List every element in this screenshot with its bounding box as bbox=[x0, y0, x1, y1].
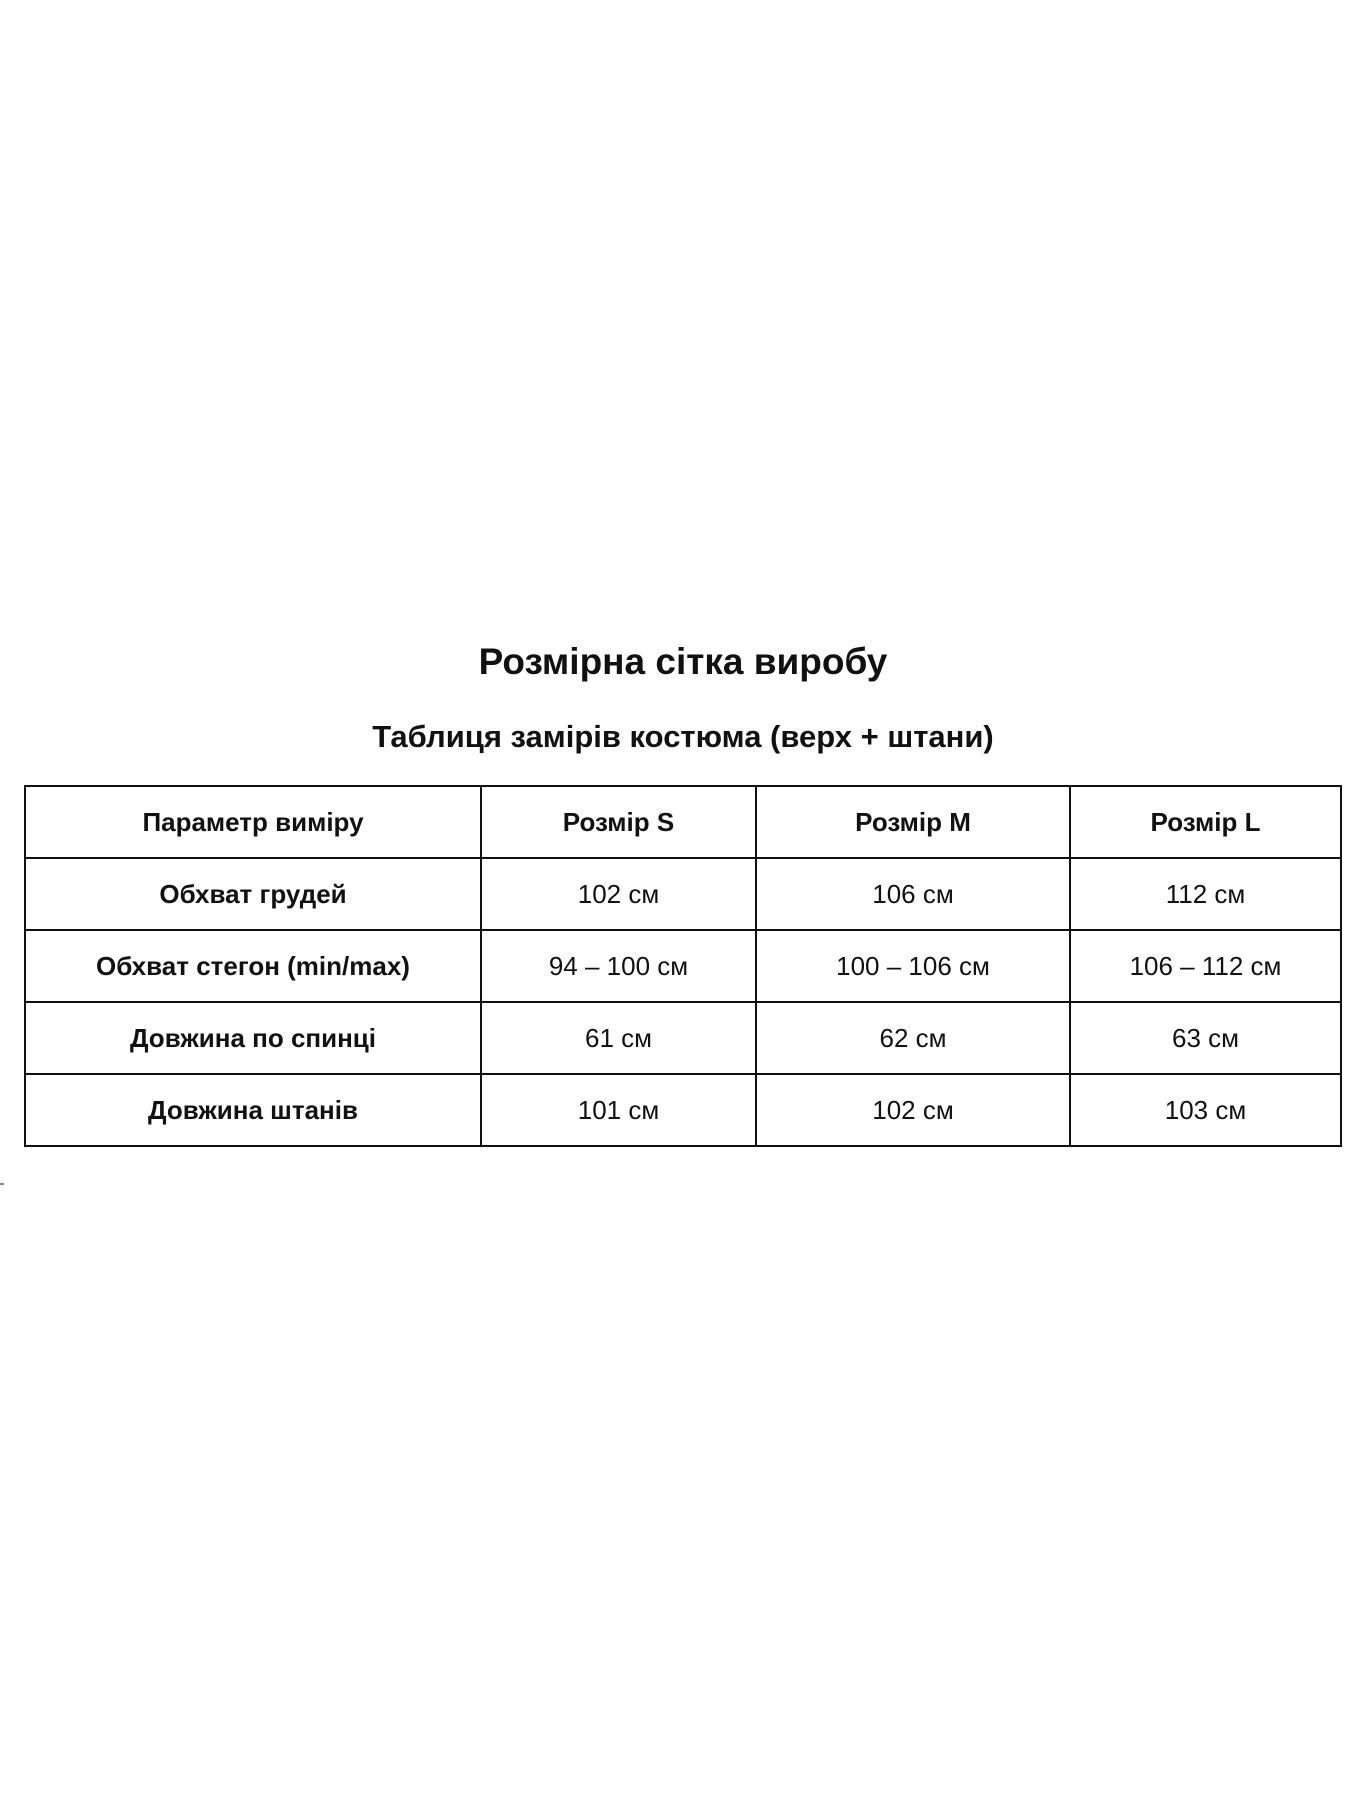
table-caption: Таблиця замірів костюма (верх + штани) bbox=[372, 719, 994, 754]
cell-pants-length-m: 102 см bbox=[756, 1074, 1070, 1146]
cell-back-length-m: 62 см bbox=[756, 1002, 1070, 1074]
header-parameter: Параметр виміру bbox=[25, 786, 481, 858]
table-header-row bbox=[25, 786, 1341, 858]
cell-hips-l: 106 – 112 см bbox=[1070, 930, 1341, 1002]
header-size-l: Розмір L bbox=[1070, 786, 1341, 858]
cell-hips-m: 100 – 106 см bbox=[756, 930, 1070, 1002]
cell-chest-s: 102 см bbox=[481, 858, 756, 930]
row-label-back-length: Довжина по спинці bbox=[25, 1002, 481, 1074]
edge-mark bbox=[0, 1183, 4, 1185]
cell-back-length-s: 61 см bbox=[481, 1002, 756, 1074]
table-row bbox=[25, 930, 1341, 1002]
cell-back-length-l: 63 см bbox=[1070, 1002, 1341, 1074]
row-label-pants-length: Довжина штанів bbox=[25, 1074, 481, 1146]
table-row bbox=[25, 1074, 1341, 1146]
page-title: Розмірна сітка виробу bbox=[478, 641, 888, 682]
cell-hips-s: 94 – 100 см bbox=[481, 930, 756, 1002]
header-size-s: Розмір S bbox=[481, 786, 756, 858]
cell-pants-length-s: 101 см bbox=[481, 1074, 756, 1146]
row-label-chest: Обхват грудей bbox=[25, 858, 481, 930]
cell-pants-length-l: 103 см bbox=[1070, 1074, 1341, 1146]
size-table bbox=[24, 785, 1342, 1147]
row-label-hips: Обхват стегон (min/max) bbox=[25, 930, 481, 1002]
cell-chest-l: 112 см bbox=[1070, 858, 1341, 930]
header-size-m: Розмір M bbox=[756, 786, 1070, 858]
cell-chest-m: 106 см bbox=[756, 858, 1070, 930]
table-row bbox=[25, 1002, 1341, 1074]
table-row bbox=[25, 858, 1341, 930]
